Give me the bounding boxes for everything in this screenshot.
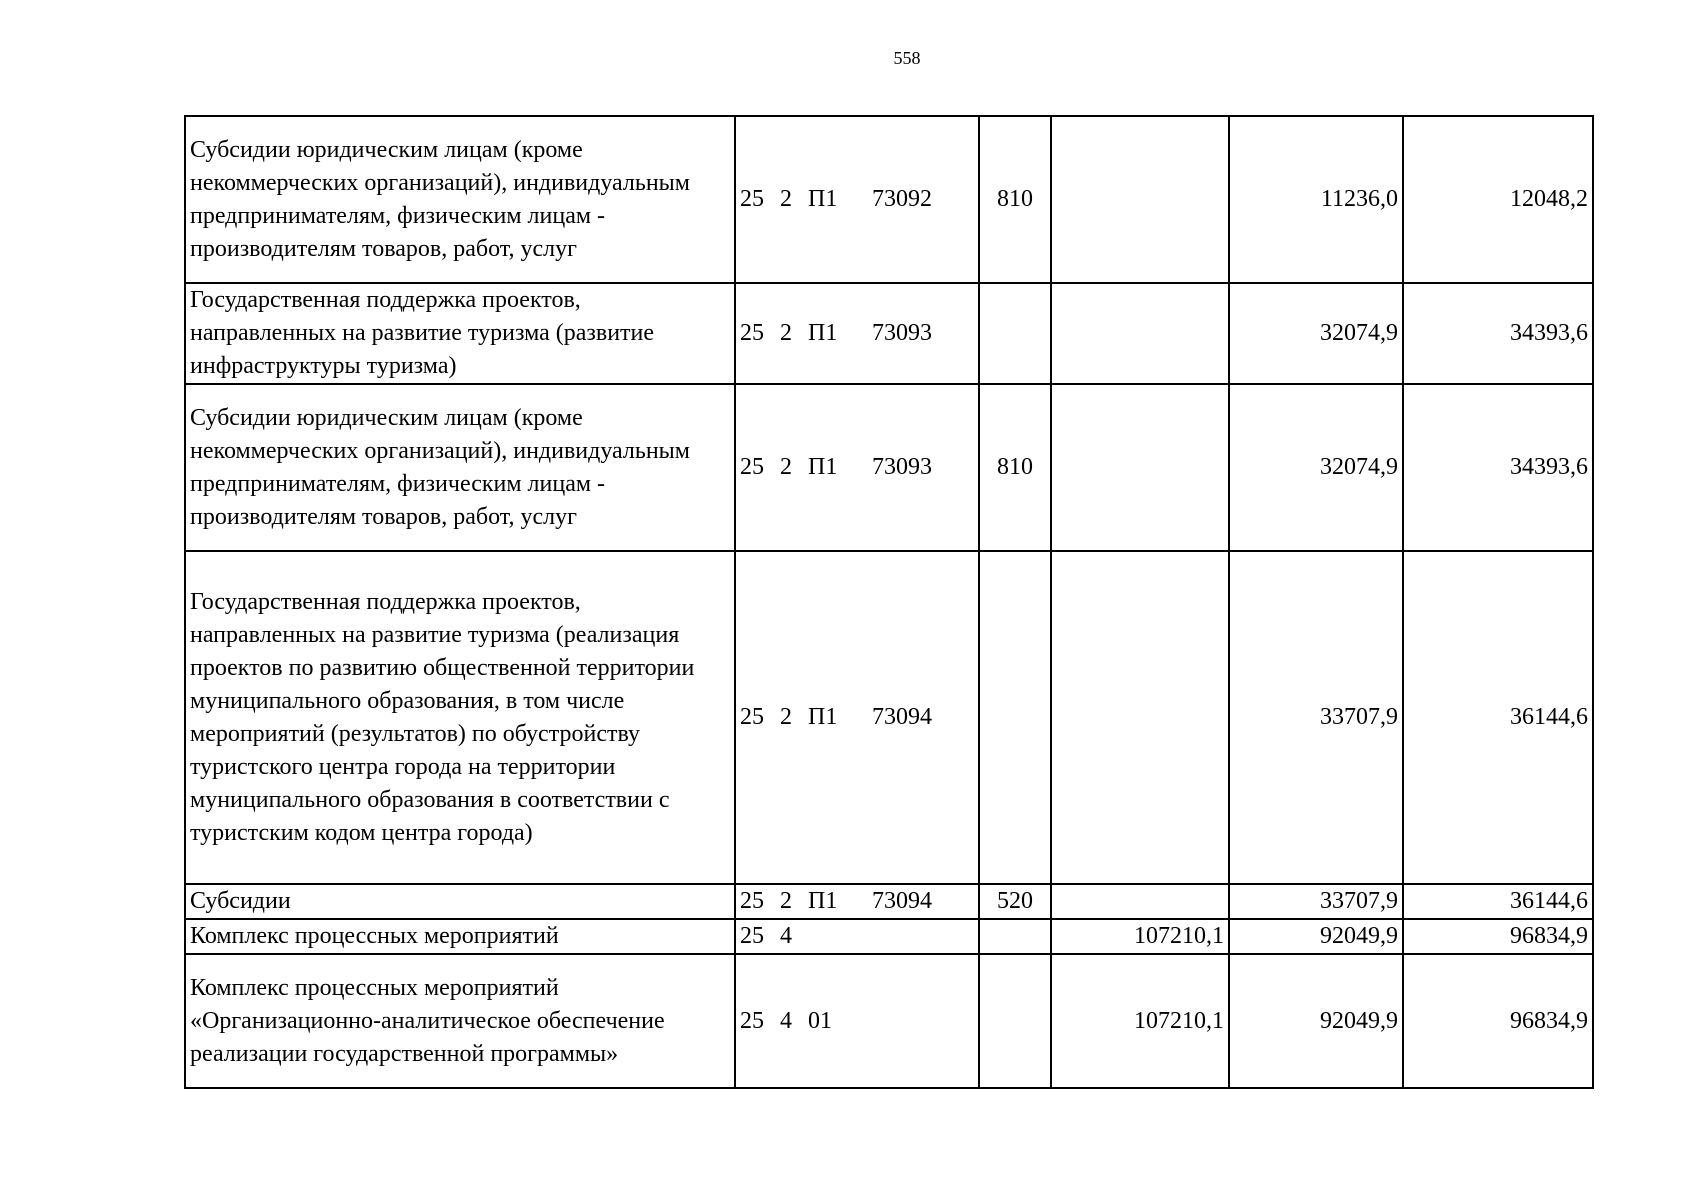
row-sum-2: 33707,9 [1229, 884, 1403, 919]
code-event: П1 [808, 186, 838, 212]
code-direction: 73092 [872, 186, 932, 212]
row-sum-1 [1051, 283, 1229, 384]
code-subprogram: 4 [780, 1007, 792, 1034]
row-code [735, 384, 979, 551]
row-name: Комплекс процессных мероприятий «Организационно-аналитическое обеспечение реализации государственной программы» [185, 954, 735, 1088]
code-subprogram: 2 [780, 320, 792, 346]
row-name: Субсидии юридическим лицам (кроме некоммерческих организаций), индивидуальным предпринимателям, физическим лицам - производителям товаров, работ, услуг [185, 384, 735, 551]
row-expense-type: 810 [979, 116, 1051, 283]
table-row [185, 954, 1593, 1088]
code-subprogram: 2 [780, 888, 792, 914]
row-expense-type: 810 [979, 384, 1051, 551]
code-event: П1 [808, 888, 838, 914]
row-code [735, 954, 979, 1088]
row-sum-3: 34393,6 [1403, 384, 1593, 551]
table-row [185, 384, 1593, 551]
row-code [735, 116, 979, 283]
code-program: 25 [740, 186, 764, 212]
row-expense-type [979, 283, 1051, 384]
code-event: П1 [808, 454, 838, 480]
row-sum-1 [1051, 116, 1229, 283]
table-row [185, 884, 1593, 919]
code-subprogram: 2 [780, 704, 792, 730]
row-sum-2: 32074,9 [1229, 283, 1403, 384]
table-row [185, 116, 1593, 283]
code-program: 25 [740, 1007, 764, 1034]
row-sum-3: 96834,9 [1403, 919, 1593, 954]
row-sum-1 [1051, 551, 1229, 884]
row-code [735, 884, 979, 919]
row-sum-3: 36144,6 [1403, 551, 1593, 884]
row-name: Государственная поддержка проектов, направленных на развитие туризма (реализация проектов по развитию общественной территории муниципального образования, в том числе мероприятий (результатов) по обустройству туристского центра города на территории муниципального образования в соответствии с туристским кодом центра города) [185, 551, 735, 884]
code-event: П1 [808, 320, 838, 346]
code-direction: 73094 [872, 704, 932, 730]
code-direction: 73094 [872, 888, 932, 914]
row-sum-2: 92049,9 [1229, 954, 1403, 1088]
code-direction: 73093 [872, 454, 932, 480]
row-name: Субсидии [185, 884, 735, 919]
code-program: 25 [740, 454, 764, 480]
row-expense-type [979, 551, 1051, 884]
budget-table [184, 115, 1594, 1089]
table-row [185, 919, 1593, 954]
row-expense-type [979, 919, 1051, 954]
row-name: Комплекс процессных мероприятий [185, 919, 735, 954]
code-direction: 73093 [872, 320, 932, 346]
row-code [735, 551, 979, 884]
table-row [185, 283, 1593, 384]
row-sum-3: 12048,2 [1403, 116, 1593, 283]
row-expense-type: 520 [979, 884, 1051, 919]
row-sum-3: 36144,6 [1403, 884, 1593, 919]
row-sum-1: 107210,1 [1051, 954, 1229, 1088]
code-program: 25 [740, 923, 764, 949]
code-program: 25 [740, 888, 764, 914]
row-name: Субсидии юридическим лицам (кроме некоммерческих организаций), индивидуальным предпринимателям, физическим лицам - производителям товаров, работ, услуг [185, 116, 735, 283]
code-subprogram: 2 [780, 454, 792, 480]
row-sum-1 [1051, 384, 1229, 551]
row-sum-2: 11236,0 [1229, 116, 1403, 283]
code-subprogram: 4 [780, 923, 792, 949]
table-row [185, 551, 1593, 884]
row-expense-type [979, 954, 1051, 1088]
code-subprogram: 2 [780, 186, 792, 212]
row-sum-1: 107210,1 [1051, 919, 1229, 954]
page-number: 558 [893, 48, 921, 68]
row-code [735, 283, 979, 384]
code-program: 25 [740, 704, 764, 730]
row-sum-3: 34393,6 [1403, 283, 1593, 384]
row-sum-2: 32074,9 [1229, 384, 1403, 551]
code-program: 25 [740, 320, 764, 346]
row-sum-1 [1051, 884, 1229, 919]
row-sum-2: 33707,9 [1229, 551, 1403, 884]
row-sum-3: 96834,9 [1403, 954, 1593, 1088]
code-event: П1 [808, 704, 838, 730]
row-code [735, 919, 979, 954]
row-sum-2: 92049,9 [1229, 919, 1403, 954]
row-name: Государственная поддержка проектов, направленных на развитие туризма (развитие инфраструктуры туризма) [185, 283, 735, 384]
code-event: 01 [808, 1007, 832, 1034]
